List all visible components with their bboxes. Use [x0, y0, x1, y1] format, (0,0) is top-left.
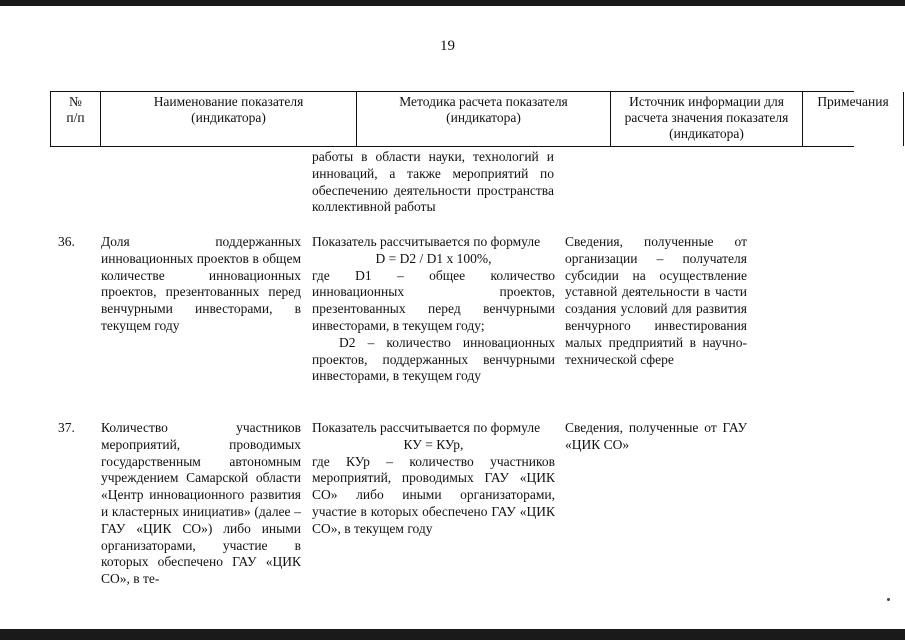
row-37-method-where: где КУр – количество участников мероприятий, проводимых ГАУ «ЦИК СО» либо иными организаторами, участие в которых обеспечено ГАУ «ЦИК СО», в текущем году	[312, 453, 555, 536]
continuation-method: работы в области науки, технологий и инноваций, а также мероприятий по обеспечению деятельности пространства коллективной работы	[312, 149, 554, 215]
row-37-method	[312, 420, 555, 538]
row-36-name: Доля поддержанных инновационных проектов в общем количестве инновационных проектов, презентованных перед венчурными инвесторами, в текущем году	[101, 234, 301, 333]
scan-speck	[887, 598, 890, 601]
header-source: Источник информации для расчета значения показателя (индикатора)	[610, 92, 802, 146]
header-num: № п/п	[50, 92, 100, 146]
row-37-source: Сведения, полученные от ГАУ «ЦИК СО»	[565, 420, 747, 452]
header-notes: Примечания	[802, 92, 904, 146]
header-name: Наименование показателя (индикатора)	[100, 92, 356, 146]
header-method: Методика расчета показателя (индикатора)	[356, 92, 610, 146]
page-number: 19	[440, 38, 455, 54]
row-37-method-intro: Показатель рассчитывается по формуле	[312, 420, 541, 435]
row-37-name: Количество участников мероприятий, проводимых государственным автономным учреждением Самарской области «Центр инновационного развития и кластерных инициатив» (далее – ГАУ «ЦИК СО») либо иными организаторами, участие в которых обеспечено ГАУ «ЦИК СО», в те-	[101, 420, 301, 587]
row-36-formula: D = D2 / D1 x 100%,	[375, 250, 492, 266]
row-36-num: 36.	[58, 234, 75, 249]
row-37-num: 37.	[58, 420, 75, 435]
row-36-method	[312, 234, 555, 385]
row-36-source: Сведения, полученные от организации – получателя субсидии на осуществление уставной деятельности в части создания условий для развития венчурного инвестирования малых предприятий в научно-технической сфере	[565, 234, 747, 367]
scan-bottom-border	[0, 629, 905, 640]
row-36-method-where: где D1 – общее количество инновационных проектов, презентованных перед венчурными инвесторами, в текущем году;	[312, 267, 555, 333]
row-36-method-intro: Показатель рассчитывается по формуле	[312, 234, 541, 249]
row-36-method-d2: D2 – количество инновационных проектов, поддержанных венчурными инвесторами, в текущем году	[312, 334, 555, 384]
scan-top-border	[0, 0, 905, 6]
row-37-formula: КУ = КУр,	[403, 436, 464, 452]
table-header	[50, 91, 889, 147]
